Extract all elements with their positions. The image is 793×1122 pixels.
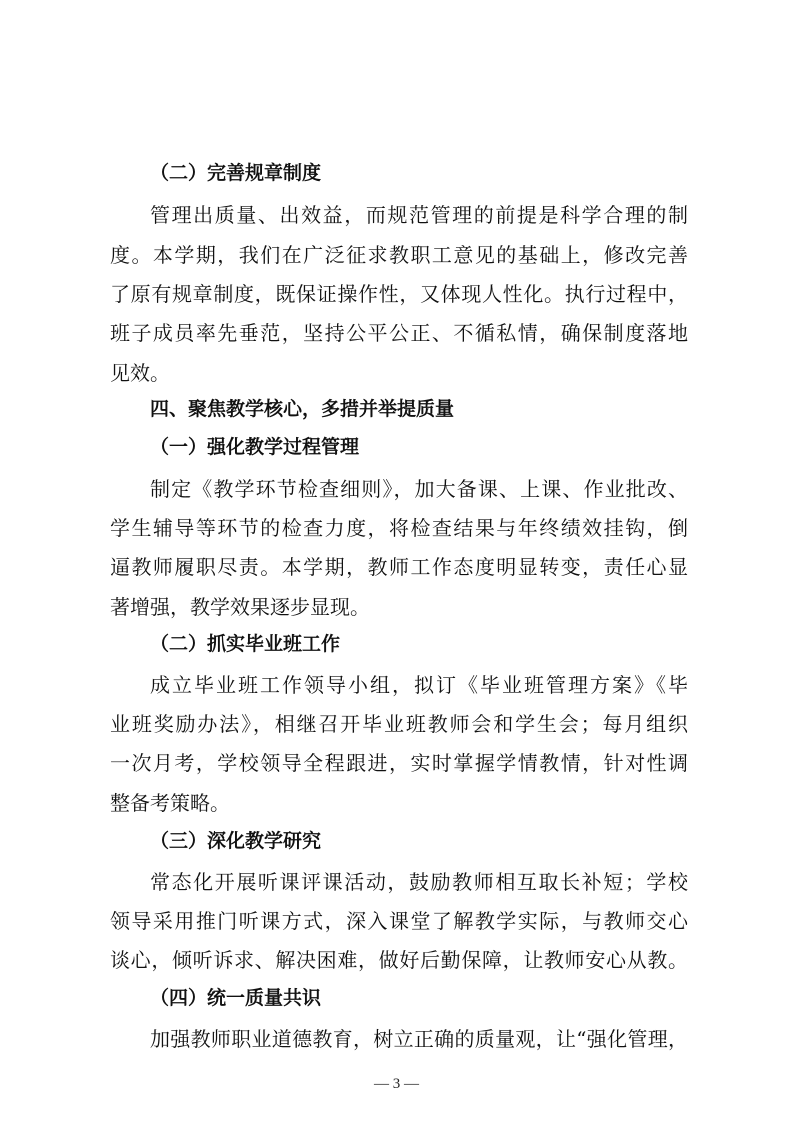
section-heading: （四）统一质量共识 (150, 987, 322, 1009)
paragraph-line: 领导采用推门听课方式，深入课堂了解教学实际，与教师交心 (110, 909, 688, 933)
paragraph-line: 谈心，倾听诉求、解决困难，做好后勤保障，让教师安心从教。 (110, 948, 688, 972)
paragraph-line: 度。本学期，我们在广泛征求教职工意见的基础上，修改完善 (110, 243, 688, 267)
page-number: — 3 — (374, 1076, 419, 1092)
section-heading: （一）强化教学过程管理 (150, 436, 360, 458)
paragraph-line: 常态化开展听课评课活动，鼓励教师相互取长补短；学校 (150, 870, 688, 894)
paragraph-line: 班子成员率先垂范，坚持公平公正、不循私情，确保制度落地 (110, 321, 688, 345)
paragraph-line: 了原有规章制度，既保证操作性，又体现人性化。执行过程中， (110, 282, 688, 306)
paragraph-line: 制定《教学环节检查细则》，加大备课、上课、作业批改、 (150, 477, 688, 501)
section-heading: （二）抓实毕业班工作 (150, 633, 341, 655)
paragraph-line: 加强教师职业道德教育，树立正确的质量观，让“强化管理， (150, 1027, 688, 1051)
section-heading: （二）完善规章制度 (150, 162, 322, 184)
paragraph-line: 管理出质量、出效益，而规范管理的前提是科学合理的制 (150, 203, 688, 227)
paragraph-line: 业班奖励办法》，相继召开毕业班教师会和学生会；每月组织 (110, 712, 688, 736)
paragraph-line: 著增强，教学效果逐步显现。 (110, 595, 370, 619)
paragraph-line: 学生辅导等环节的检查力度，将检查结果与年终绩效挂钩，倒 (110, 516, 688, 540)
paragraph-line: 逼教师履职尽责。本学期，教师工作态度明显转变，责任心显 (110, 555, 688, 579)
paragraph-line: 见效。 (110, 361, 170, 385)
chapter-heading: 四、聚焦教学核心，多措并举提质量 (150, 398, 455, 420)
paragraph-line: 一次月考，学校领导全程跟进，实时掌握学情教情，针对性调 (110, 751, 688, 775)
paragraph-line: 整备考策略。 (110, 791, 230, 815)
paragraph-line: 成立毕业班工作领导小组，拟订《毕业班管理方案》《毕 (150, 673, 688, 697)
section-heading: （三）深化教学研究 (150, 830, 322, 852)
